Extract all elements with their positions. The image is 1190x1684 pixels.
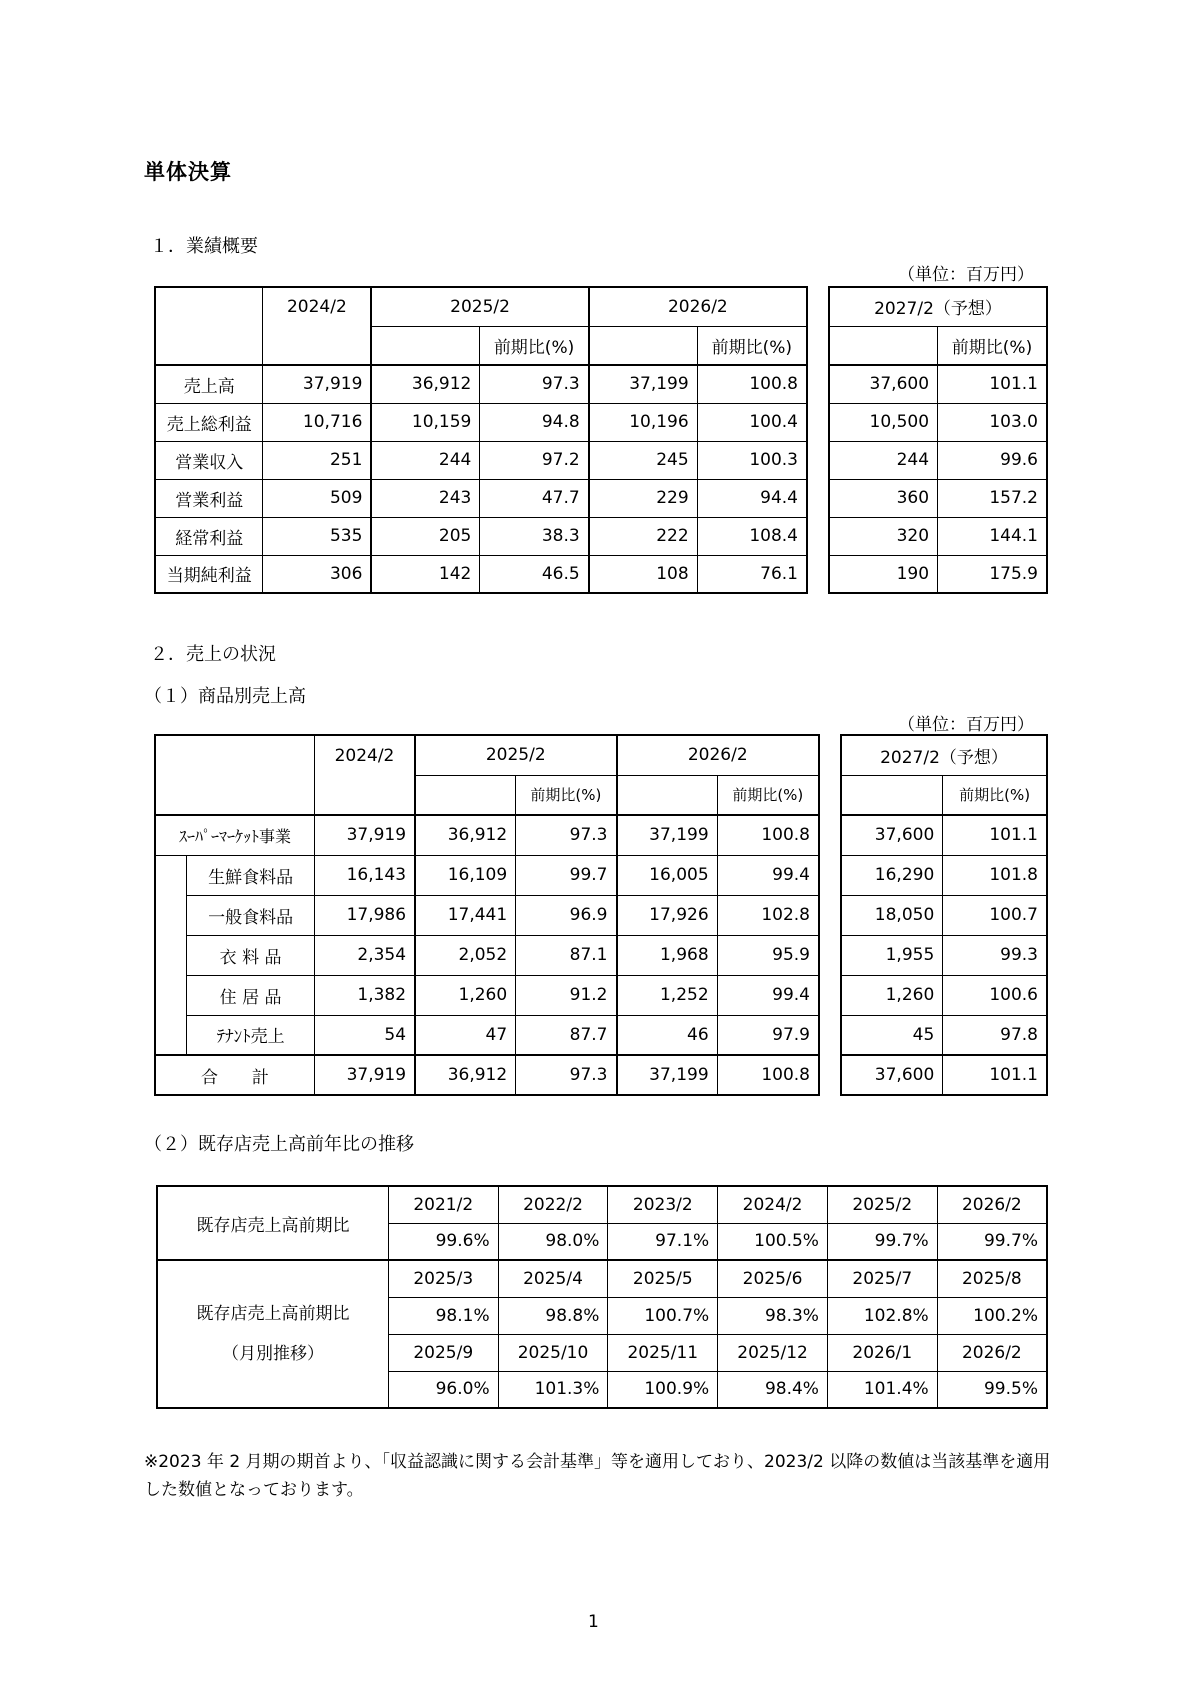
table-row-total (841, 1055, 1047, 1095)
corner-cell (155, 775, 314, 815)
table-row (155, 555, 807, 593)
header-blank (371, 326, 479, 365)
table-row (829, 403, 1047, 441)
header-2026: 2026/2 (617, 735, 820, 775)
existing-store-sales-table (156, 1185, 1048, 1409)
value-2027: 1,260 (841, 975, 943, 1015)
ratio-2026: 99.4 (717, 975, 819, 1015)
table-row (829, 441, 1047, 479)
row-label: ｽｰﾊﾟｰﾏｰｹｯﾄ事業 (155, 815, 314, 855)
header-blank (589, 326, 697, 365)
value-2025: 16,109 (415, 855, 516, 895)
value-2025: 1,260 (415, 975, 516, 1015)
ratio-2026: 94.4 (697, 479, 807, 517)
value-2024: 37,919 (314, 815, 415, 855)
annual-label: 既存店売上高前期比 (157, 1186, 388, 1260)
header-blank (841, 775, 943, 815)
period-label: 2022/2 (498, 1186, 608, 1223)
header-blank (617, 775, 718, 815)
header-blank (829, 326, 938, 365)
ratio-value: 96.0% (388, 1371, 498, 1408)
value-2024: 10,716 (263, 403, 371, 441)
corner-cell (155, 735, 314, 775)
row-label: 一般食料品 (187, 895, 315, 935)
period-label: 2025/9 (388, 1334, 498, 1371)
value-2027: 45 (841, 1015, 943, 1055)
ratio-value: 100.7% (608, 1297, 718, 1334)
ratio-2026: 95.9 (717, 935, 819, 975)
header-ratio-2025: 前期比(%) (516, 775, 617, 815)
value-2024: 37,919 (263, 365, 371, 403)
value-2025: 243 (371, 479, 479, 517)
ratio-2026: 100.8 (717, 1055, 819, 1095)
ratio-2025: 46.5 (480, 555, 589, 593)
value-2027: 360 (829, 479, 938, 517)
ratio-2026: 76.1 (697, 555, 807, 593)
value-2026: 16,005 (617, 855, 718, 895)
ratio-2027: 100.6 (943, 975, 1047, 1015)
ratio-2027: 99.3 (943, 935, 1047, 975)
ratio-value: 100.9% (608, 1371, 718, 1408)
ratio-2026: 100.4 (697, 403, 807, 441)
table-row (829, 555, 1047, 593)
ratio-value: 99.6% (388, 1223, 498, 1260)
period-label: 2025/4 (498, 1260, 608, 1297)
ratio-2027: 157.2 (938, 479, 1047, 517)
header-2024: 2024/2 (263, 287, 371, 326)
indent-cell (155, 935, 187, 975)
table-row (841, 895, 1047, 935)
ratio-2026: 100.8 (697, 365, 807, 403)
value-2027: 16,290 (841, 855, 943, 895)
ratio-2025: 97.3 (516, 815, 617, 855)
period-label: 2025/12 (718, 1334, 828, 1371)
ratio-value: 102.8% (827, 1297, 937, 1334)
value-2024: 2,354 (314, 935, 415, 975)
period-label: 2025/11 (608, 1334, 718, 1371)
ratio-2027: 101.1 (943, 1055, 1047, 1095)
table-row (155, 815, 819, 855)
ratio-2025: 87.1 (516, 935, 617, 975)
monthly-label-cell (157, 1260, 388, 1408)
monthly-label-sub: （月別推移） (221, 1344, 324, 1364)
period-label: 2025/6 (718, 1260, 828, 1297)
value-2026: 46 (617, 1015, 718, 1055)
value-2025: 17,441 (415, 895, 516, 935)
table-row (155, 895, 819, 935)
ratio-2027: 101.8 (943, 855, 1047, 895)
header-ratio-2026: 前期比(%) (697, 326, 807, 365)
value-2026: 37,199 (617, 1055, 718, 1095)
header-ratio-2025: 前期比(%) (480, 326, 589, 365)
value-2026: 229 (589, 479, 697, 517)
row-label: 売上総利益 (155, 403, 263, 441)
value-2025: 47 (415, 1015, 516, 1055)
table-row (155, 855, 819, 895)
period-label: 2026/2 (937, 1186, 1047, 1223)
value-2027: 37,600 (841, 815, 943, 855)
ratio-2025: 99.7 (516, 855, 617, 895)
ratio-2027: 99.6 (938, 441, 1047, 479)
ratio-2025: 97.3 (480, 365, 589, 403)
row-label: 経常利益 (155, 517, 263, 555)
table-row (155, 1015, 819, 1055)
header-2025: 2025/2 (371, 287, 588, 326)
ratio-value: 97.1% (608, 1223, 718, 1260)
footnote: ※2023 年 2 月期の期首より、「収益認識に関する会計基準」等を適用しており、2023/2 以降の数値は当該基準を適用した数値となっております。 (144, 1452, 1051, 1500)
value-2026: 1,252 (617, 975, 718, 1015)
ratio-value: 101.4% (827, 1371, 937, 1408)
header-2026: 2026/2 (589, 287, 807, 326)
section-heading-performance: １．業績概要 (150, 236, 258, 257)
value-2027: 320 (829, 517, 938, 555)
corner-cell (155, 326, 263, 365)
ratio-2025: 96.9 (516, 895, 617, 935)
value-2026: 37,199 (617, 815, 718, 855)
unit-label: （単位：百万円） (898, 715, 1034, 735)
value-2024: 17,986 (314, 895, 415, 935)
indent-cell (155, 895, 187, 935)
value-2026: 108 (589, 555, 697, 593)
header-blank (415, 775, 516, 815)
unit-label: （単位：百万円） (898, 265, 1034, 285)
monthly-label: 既存店売上高前期比 (196, 1304, 350, 1324)
value-2025: 205 (371, 517, 479, 555)
ratio-value: 101.3% (498, 1371, 608, 1408)
row-label: 住 居 品 (187, 975, 315, 1015)
row-label: 売上高 (155, 365, 263, 403)
table-row (155, 975, 819, 1015)
period-label: 2025/3 (388, 1260, 498, 1297)
period-label: 2023/2 (608, 1186, 718, 1223)
table-row (829, 517, 1047, 555)
row-label: 合 計 (155, 1055, 314, 1095)
ratio-2026: 97.9 (717, 1015, 819, 1055)
header-2025: 2025/2 (415, 735, 616, 775)
value-2027: 10,500 (829, 403, 938, 441)
value-2024: 1,382 (314, 975, 415, 1015)
ratio-value: 99.5% (937, 1371, 1047, 1408)
product-sales-forecast-table (840, 734, 1048, 1096)
ratio-value: 99.7% (937, 1223, 1047, 1260)
table-row-total (155, 1055, 819, 1095)
period-label: 2025/8 (937, 1260, 1047, 1297)
section-heading-sales: ２．売上の状況 (150, 644, 276, 665)
ratio-value: 98.8% (498, 1297, 608, 1334)
table-row (155, 517, 807, 555)
period-label: 2026/1 (827, 1334, 937, 1371)
ratio-value: 98.4% (718, 1371, 828, 1408)
table-row (829, 365, 1047, 403)
ratio-2027: 144.1 (938, 517, 1047, 555)
header-ratio-2027: 前期比(%) (943, 775, 1047, 815)
ratio-2026: 102.8 (717, 895, 819, 935)
value-2027: 1,955 (841, 935, 943, 975)
header-blank (263, 326, 371, 365)
table-row (841, 1015, 1047, 1055)
ratio-value: 98.3% (718, 1297, 828, 1334)
corner-cell (155, 287, 263, 326)
ratio-2026: 108.4 (697, 517, 807, 555)
value-2026: 245 (589, 441, 697, 479)
table-row (155, 365, 807, 403)
table-row (841, 935, 1047, 975)
subsection-heading-existing-stores: （２）既存店売上高前年比の推移 (144, 1134, 414, 1155)
value-2027: 18,050 (841, 895, 943, 935)
header-ratio-2027: 前期比(%) (938, 326, 1047, 365)
value-2025: 244 (371, 441, 479, 479)
row-label: 当期純利益 (155, 555, 263, 593)
table-row (841, 855, 1047, 895)
ratio-value: 100.5% (718, 1223, 828, 1260)
value-2025: 36,912 (415, 815, 516, 855)
value-2025: 10,159 (371, 403, 479, 441)
ratio-2027: 100.7 (943, 895, 1047, 935)
header-2027-forecast: 2027/2（予想） (841, 735, 1047, 775)
page-number: 1 (588, 1612, 599, 1632)
period-label: 2025/7 (827, 1260, 937, 1297)
row-label: ﾃﾅﾝﾄ売上 (187, 1015, 315, 1055)
table-row (841, 975, 1047, 1015)
subsection-heading-product-sales: （１）商品別売上高 (144, 686, 306, 707)
header-2024: 2024/2 (314, 735, 415, 775)
row-label: 営業利益 (155, 479, 263, 517)
ratio-2027: 103.0 (938, 403, 1047, 441)
table-row (155, 441, 807, 479)
table-row (155, 403, 807, 441)
indent-cell (155, 1015, 187, 1055)
value-2025: 2,052 (415, 935, 516, 975)
ratio-2026: 99.4 (717, 855, 819, 895)
value-2025: 36,912 (371, 365, 479, 403)
header-2027-forecast: 2027/2（予想） (829, 287, 1047, 326)
period-label: 2025/10 (498, 1334, 608, 1371)
ratio-value: 100.2% (937, 1297, 1047, 1334)
ratio-2027: 97.8 (943, 1015, 1047, 1055)
value-2024: 37,919 (314, 1055, 415, 1095)
ratio-2025: 97.2 (480, 441, 589, 479)
ratio-2027: 175.9 (938, 555, 1047, 593)
value-2024: 16,143 (314, 855, 415, 895)
row-label: 生鮮食料品 (187, 855, 315, 895)
table-row (841, 815, 1047, 855)
ratio-2027: 101.1 (938, 365, 1047, 403)
performance-summary-table (154, 286, 808, 594)
period-label: 2025/2 (827, 1186, 937, 1223)
ratio-2025: 47.7 (480, 479, 589, 517)
value-2026: 10,196 (589, 403, 697, 441)
period-label: 2024/2 (718, 1186, 828, 1223)
value-2027: 37,600 (841, 1055, 943, 1095)
table-row (829, 479, 1047, 517)
table-row (155, 935, 819, 975)
value-2024: 54 (314, 1015, 415, 1055)
header-blank (314, 775, 415, 815)
ratio-2025: 87.7 (516, 1015, 617, 1055)
ratio-value: 98.0% (498, 1223, 608, 1260)
value-2024: 509 (263, 479, 371, 517)
ratio-2026: 100.8 (717, 815, 819, 855)
row-label: 衣 料 品 (187, 935, 315, 975)
value-2026: 1,968 (617, 935, 718, 975)
ratio-value: 99.7% (827, 1223, 937, 1260)
row-label: 営業収入 (155, 441, 263, 479)
ratio-2027: 101.1 (943, 815, 1047, 855)
value-2024: 535 (263, 517, 371, 555)
performance-forecast-table (828, 286, 1048, 594)
ratio-value: 98.1% (388, 1297, 498, 1334)
indent-cell (155, 975, 187, 1015)
value-2026: 17,926 (617, 895, 718, 935)
value-2024: 306 (263, 555, 371, 593)
ratio-2025: 91.2 (516, 975, 617, 1015)
indent-cell (155, 855, 187, 895)
value-2024: 251 (263, 441, 371, 479)
value-2027: 190 (829, 555, 938, 593)
header-ratio-2026: 前期比(%) (717, 775, 819, 815)
period-label: 2026/2 (937, 1334, 1047, 1371)
product-sales-table (154, 734, 820, 1096)
value-2026: 222 (589, 517, 697, 555)
period-label: 2025/5 (608, 1260, 718, 1297)
ratio-2026: 100.3 (697, 441, 807, 479)
value-2027: 37,600 (829, 365, 938, 403)
page-title: 単体決算 (144, 160, 232, 184)
value-2026: 37,199 (589, 365, 697, 403)
ratio-2025: 38.3 (480, 517, 589, 555)
period-label: 2021/2 (388, 1186, 498, 1223)
value-2025: 36,912 (415, 1055, 516, 1095)
ratio-2025: 97.3 (516, 1055, 617, 1095)
table-row (155, 479, 807, 517)
value-2027: 244 (829, 441, 938, 479)
value-2025: 142 (371, 555, 479, 593)
ratio-2025: 94.8 (480, 403, 589, 441)
